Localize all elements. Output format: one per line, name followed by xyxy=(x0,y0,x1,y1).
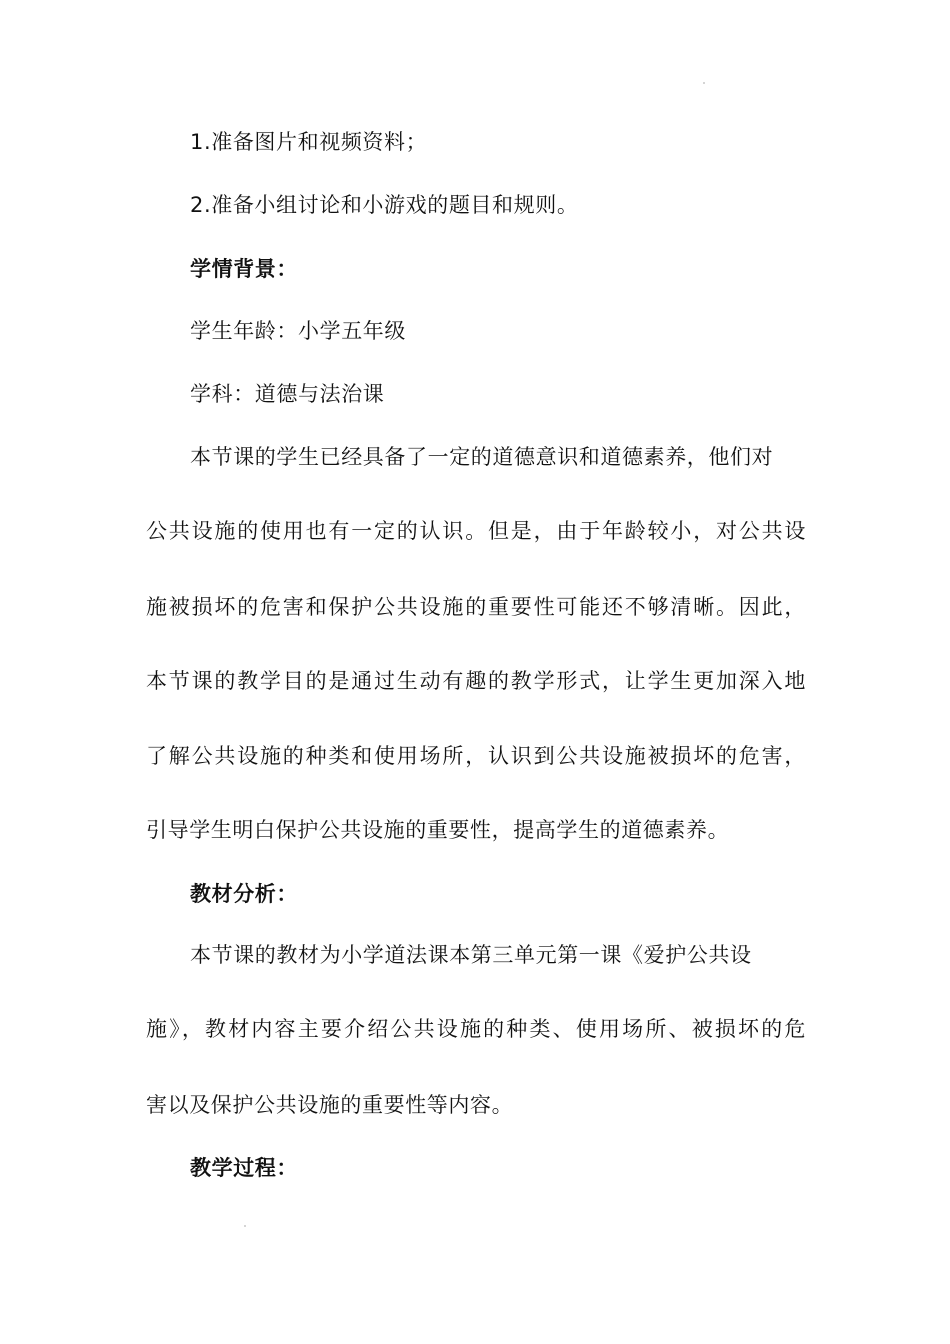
background-paragraph-line-4: 本节课的教学目的是通过生动有趣的教学形式，让学生更加深入地 xyxy=(146,669,806,693)
heading-student-background: 学情背景： xyxy=(190,257,298,281)
textbook-paragraph-line-2: 施》，教材内容主要介绍公共设施的种类、使用场所、被损坏的危 xyxy=(146,1017,806,1041)
background-paragraph-line-2: 公共设施的使用也有一定的认识。但是，由于年龄较小，对公共设 xyxy=(146,519,806,543)
textbook-paragraph-line-1: 本节课的教材为小学道法课本第三单元第一课《爱护公共设 xyxy=(190,943,752,967)
student-age-line: 学生年龄：小学五年级 xyxy=(190,319,406,343)
background-paragraph-line-5: 了解公共设施的种类和使用场所，认识到公共设施被损坏的危害， xyxy=(146,744,806,768)
heading-textbook-analysis: 教材分析： xyxy=(190,882,298,906)
background-paragraph-line-3: 施被损坏的危害和保护公共设施的重要性可能还不够清晰。因此， xyxy=(146,595,806,619)
subject-line: 学科：道德与法治课 xyxy=(190,382,385,406)
textbook-paragraph-line-3: 害以及保护公共设施的重要性等内容。 xyxy=(146,1093,514,1117)
prep-item-2: 2.准备小组讨论和小游戏的题目和规则。 xyxy=(190,193,579,217)
background-paragraph-line-1: 本节课的学生已经具备了一定的道德意识和道德素养，他们对 xyxy=(190,445,774,469)
background-paragraph-line-6: 引导学生明白保护公共设施的重要性，提高学生的道德素养。 xyxy=(146,818,730,842)
page-dot-top xyxy=(703,82,705,84)
heading-teaching-process: 教学过程： xyxy=(190,1156,298,1180)
prep-item-1: 1.准备图片和视频资料； xyxy=(190,130,428,154)
page-dot-bottom xyxy=(244,1225,246,1227)
